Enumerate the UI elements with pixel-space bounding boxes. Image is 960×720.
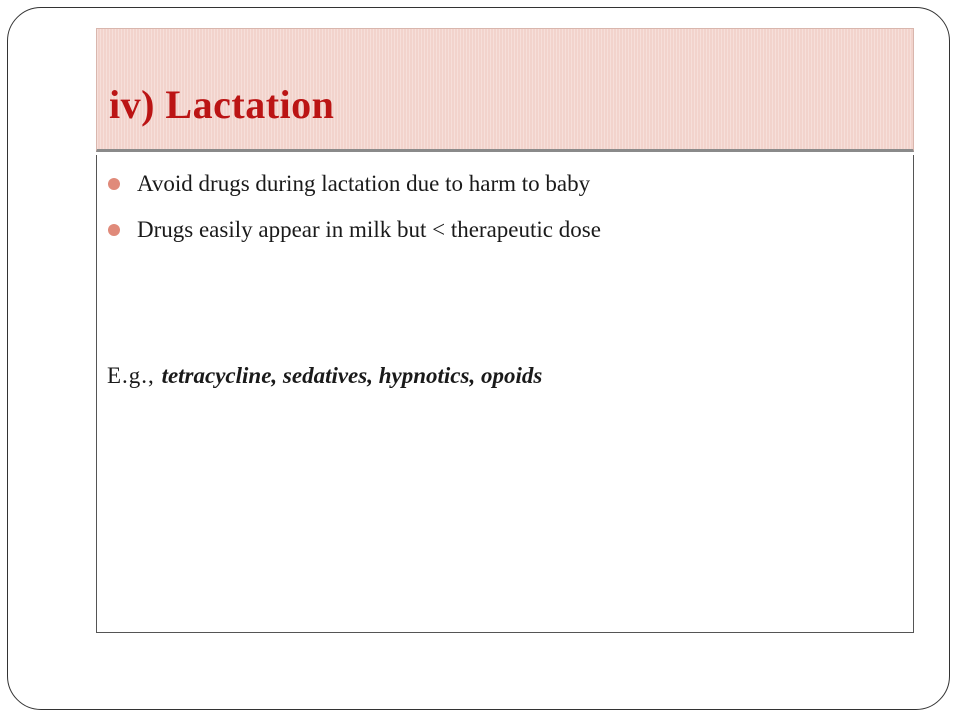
bullet-text: Avoid drugs during lactation due to harm to baby xyxy=(137,171,591,196)
slide-title: iv) Lactation xyxy=(109,82,335,127)
example-drug-list: tetracycline, sedatives, hypnotics, opoids xyxy=(161,363,543,388)
bullet-dot-icon xyxy=(108,178,120,190)
bullet-list xyxy=(107,161,601,253)
example-line xyxy=(107,353,542,399)
content-box xyxy=(96,155,914,633)
bullet-item xyxy=(107,207,601,253)
bullet-dot-icon xyxy=(108,224,120,236)
bullet-item xyxy=(107,161,601,207)
example-prefix: E.g., xyxy=(107,363,162,388)
bullet-text: Drugs easily appear in milk but < therapeutic dose xyxy=(137,217,601,242)
title-bar xyxy=(96,28,914,152)
